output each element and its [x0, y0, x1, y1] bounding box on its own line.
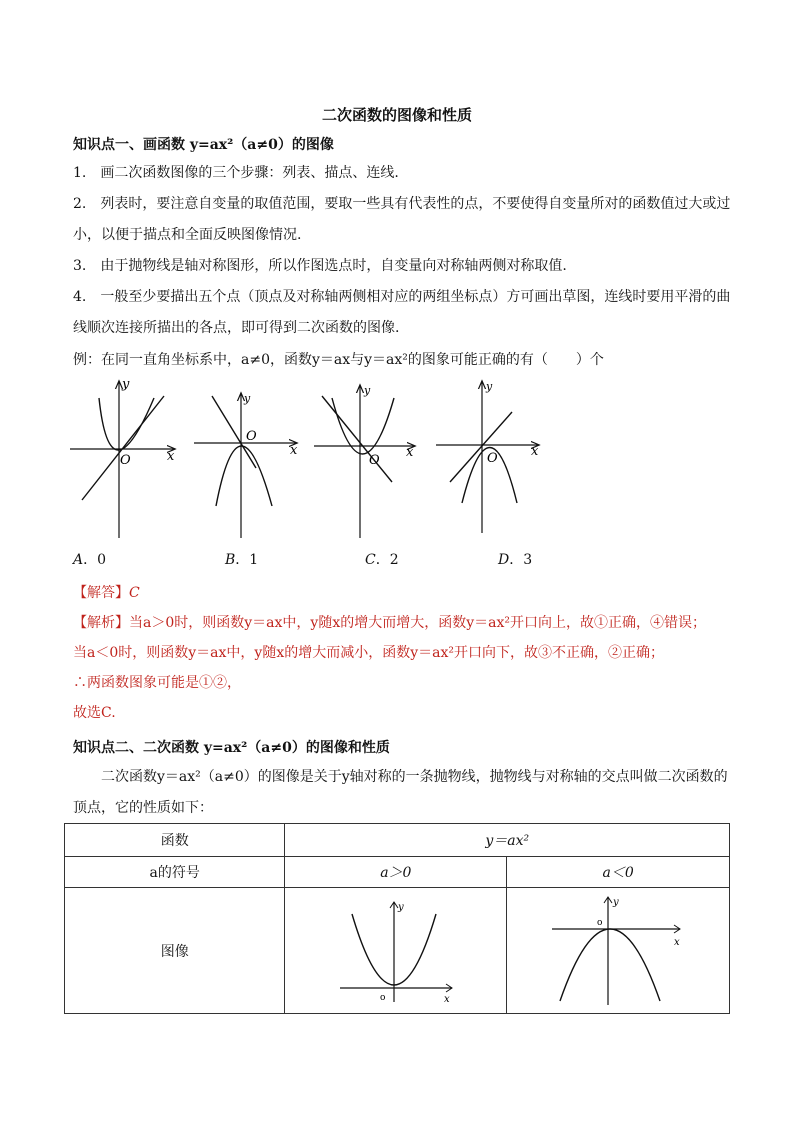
graph-c-x-label: x — [406, 445, 414, 460]
cell-a-positive: a＞0 — [285, 857, 507, 888]
graph-c — [314, 384, 414, 538]
graph-d-origin: O — [487, 451, 498, 466]
option-c: C．2 — [365, 552, 399, 568]
graph-a-origin: O — [120, 453, 131, 468]
graph-c-y-label: y — [364, 384, 371, 397]
cell-sign-label: a的符号 — [65, 857, 285, 888]
section1-item-2: 2. 列表时，要注意自变量的取值范围，要取一些具有代表性的点，不要使得自变量所对的函数值过大或过小，以便于描点和全面反映图像情况. — [73, 196, 731, 243]
analysis-line-2: 当a＜0时，则函数y＝ax中，y随x的增大而减小，函数y＝ax²开口向下，故③不正确，②正确； — [73, 645, 664, 661]
cell-function-formula: y＝ax² — [285, 824, 730, 857]
graph-neg-origin: o — [597, 918, 603, 928]
graph-d-x-label: x — [531, 444, 539, 459]
graph-a-y-label: y — [122, 378, 130, 392]
graph-b-origin: O — [246, 429, 257, 444]
graph-a-x-label: x — [167, 449, 175, 464]
graph-upward-parabola — [336, 896, 456, 1006]
section1-item-4: 4. 一般至少要描出五个点（顶点及对称轴两侧相对应的两组坐标点）方可画出草图，连线时要用平滑的曲线顺次连接所描出的各点，即可得到二次函数的图像. — [73, 289, 731, 336]
graph-d-y-label: y — [486, 380, 493, 393]
analysis-line-3: ∴两函数图象可能是①②， — [73, 675, 241, 691]
page-title: 二次函数的图像和性质 — [321, 106, 472, 124]
graph-pos-x-label: x — [443, 993, 450, 1005]
cell-function-label: 函数 — [65, 824, 285, 857]
option-a: A．0 — [73, 552, 107, 568]
graph-a — [70, 378, 175, 538]
cell-graph-negative — [507, 888, 730, 1014]
table-sign-row — [65, 857, 730, 888]
graph-b-x-label: x — [290, 443, 298, 458]
table-header-row — [65, 824, 730, 857]
section2-heading: 知识点二、二次函数 y=ax²（a≠0）的图像和性质 — [73, 740, 390, 756]
example-question: 例：在同一直角坐标系中，a≠0，函数y＝ax与y＝ax²的图象可能正确的有（ ）个 — [73, 352, 604, 368]
table-graph-row — [65, 888, 730, 1014]
section2-intro: 二次函数y＝ax²（a≠0）的图像是关于y轴对称的一条抛物线，抛物线与对称轴的交点叫做二次函数的顶点，它的性质如下： — [73, 769, 728, 816]
cell-a-negative: a＜0 — [507, 857, 730, 888]
graph-c-origin: O — [369, 453, 380, 468]
graph-b — [194, 392, 298, 538]
analysis-line-4: 故选C. — [73, 705, 116, 721]
graph-pos-y-label: y — [397, 901, 404, 913]
graph-pos-origin: o — [379, 992, 386, 1003]
graph-neg-y-label: y — [613, 897, 619, 908]
option-b: B．1 — [225, 552, 259, 568]
graph-neg-x-label: x — [674, 937, 680, 948]
graph-b-y-label: y — [244, 392, 251, 405]
graph-d — [436, 380, 539, 533]
option-d: D．3 — [498, 552, 533, 568]
section1-item-3: 3. 由于抛物线是轴对称图形，所以作图选点时，自变量向对称轴两侧对称取值. — [73, 258, 567, 274]
option-graphs — [64, 378, 564, 538]
analysis-line-1: 【解析】当a＞0时，则函数y＝ax中，y随x的增大而增大，函数y＝ax²开口向上，故①正确，④错误； — [73, 615, 706, 631]
cell-graph-positive — [285, 888, 507, 1014]
properties-table — [64, 823, 730, 1014]
cell-graph-label: 图像 — [65, 888, 285, 1014]
section1-item-1: 1. 画二次函数图像的三个步骤：列表、描点、连线. — [73, 165, 399, 181]
answer: 【解答】C — [73, 585, 140, 601]
section1-heading: 知识点一、画函数 y=ax²（a≠0）的图像 — [73, 137, 334, 153]
graph-downward-parabola — [548, 893, 688, 1008]
